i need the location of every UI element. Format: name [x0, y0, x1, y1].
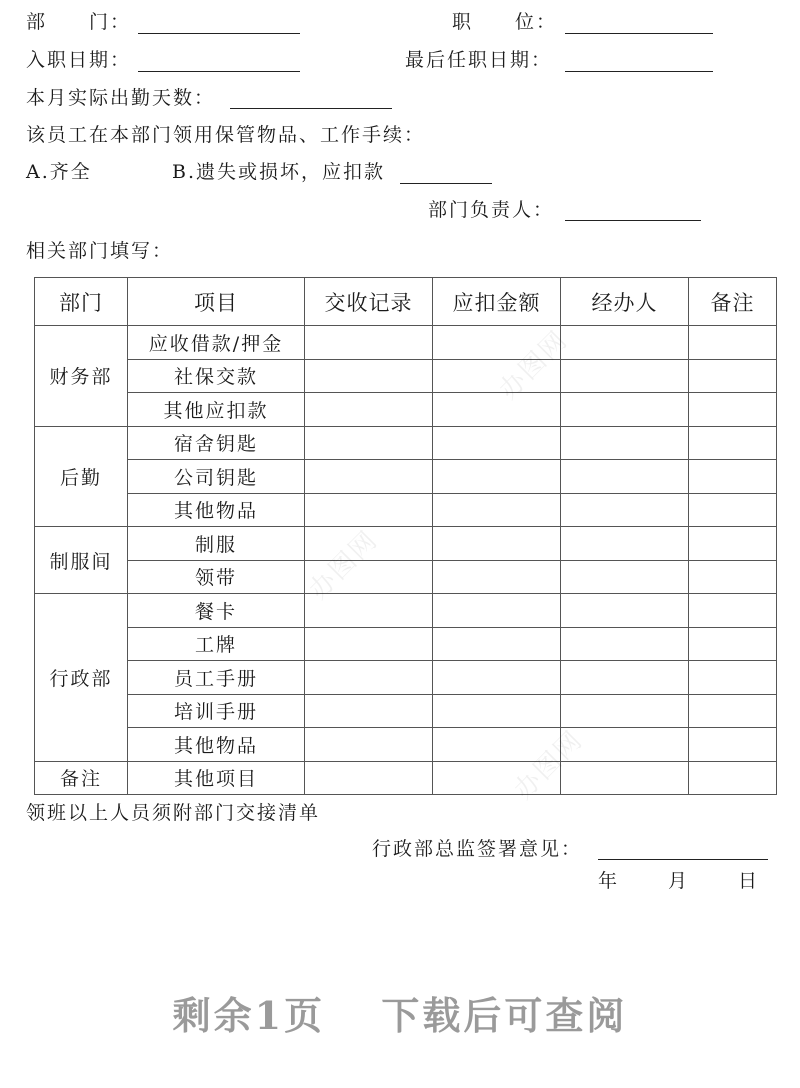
col-header: 应扣金额	[433, 278, 561, 326]
record-cell[interactable]	[305, 661, 433, 695]
table-row	[35, 661, 777, 695]
option-a: A.齐全	[26, 161, 92, 183]
item-cell: 其他应扣款	[128, 393, 305, 427]
remark-cell[interactable]	[689, 527, 777, 561]
table-row	[35, 761, 777, 795]
amount-cell[interactable]	[433, 560, 561, 594]
dept-label: 部 门：	[26, 11, 132, 33]
director-signature-field[interactable]	[598, 859, 768, 860]
table-row	[35, 560, 777, 594]
remaining-pages-text: 剩余1页	[172, 993, 326, 1038]
watermark-text: 办图网	[303, 524, 385, 606]
item-cell: 员工手册	[128, 661, 305, 695]
amount-cell[interactable]	[433, 326, 561, 360]
table-row	[35, 694, 777, 728]
related-depts-label: 相关部门填写：	[26, 240, 174, 262]
dept-head-field[interactable]	[565, 220, 701, 221]
remark-cell[interactable]	[689, 594, 777, 628]
dept-cell: 备注	[35, 761, 128, 795]
item-cell: 应收借款/押金	[128, 326, 305, 360]
table-row	[35, 627, 777, 661]
item-cell: 领带	[128, 560, 305, 594]
handler-cell[interactable]	[561, 728, 689, 762]
amount-cell[interactable]	[433, 426, 561, 460]
date-day: 日	[738, 870, 760, 892]
download-banner[interactable]	[0, 985, 800, 1040]
table-row	[35, 594, 777, 628]
last-day-field[interactable]	[565, 71, 713, 72]
record-cell[interactable]	[305, 393, 433, 427]
table-row	[35, 426, 777, 460]
download-to-view-text: 下载后可查阅	[381, 993, 628, 1038]
amount-cell[interactable]	[433, 527, 561, 561]
item-cell: 其他物品	[128, 493, 305, 527]
handler-cell[interactable]	[561, 661, 689, 695]
record-cell[interactable]	[305, 426, 433, 460]
dept-head-label: 部门负责人：	[428, 199, 555, 221]
amount-cell[interactable]	[433, 594, 561, 628]
amount-cell[interactable]	[433, 627, 561, 661]
last-day-label: 最后任职日期：	[405, 49, 553, 71]
remark-cell[interactable]	[689, 661, 777, 695]
handover-table	[34, 277, 777, 795]
handler-cell[interactable]	[561, 761, 689, 795]
join-date-field[interactable]	[138, 71, 300, 72]
remark-cell[interactable]	[689, 761, 777, 795]
table-row	[35, 493, 777, 527]
col-header: 交收记录	[305, 278, 433, 326]
table-row	[35, 460, 777, 494]
join-date-label: 入职日期：	[26, 49, 132, 71]
item-cell: 其他项目	[128, 761, 305, 795]
table-row	[35, 527, 777, 561]
remark-cell[interactable]	[689, 359, 777, 393]
table-row	[35, 393, 777, 427]
dept-cell: 制服间	[35, 527, 128, 594]
remark-cell[interactable]	[689, 426, 777, 460]
attendance-label: 本月实际出勤天数：	[26, 87, 216, 109]
attendance-field[interactable]	[230, 108, 392, 109]
handover-note: 领班以上人员须附部门交接清单	[26, 802, 321, 824]
handler-cell[interactable]	[561, 594, 689, 628]
amount-cell[interactable]	[433, 694, 561, 728]
record-cell[interactable]	[305, 359, 433, 393]
handler-cell[interactable]	[561, 426, 689, 460]
remark-cell[interactable]	[689, 627, 777, 661]
date-year: 年	[598, 870, 620, 892]
handler-cell[interactable]	[561, 393, 689, 427]
record-cell[interactable]	[305, 594, 433, 628]
item-cell: 制服	[128, 527, 305, 561]
col-header: 部门	[35, 278, 128, 326]
position-field[interactable]	[565, 33, 713, 34]
col-header: 项目	[128, 278, 305, 326]
col-header: 经办人	[561, 278, 689, 326]
dept-cell: 行政部	[35, 594, 128, 762]
handler-cell[interactable]	[561, 694, 689, 728]
remark-cell[interactable]	[689, 493, 777, 527]
amount-cell[interactable]	[433, 661, 561, 695]
remark-cell[interactable]	[689, 560, 777, 594]
col-header: 备注	[689, 278, 777, 326]
handler-cell[interactable]	[561, 560, 689, 594]
handler-cell[interactable]	[561, 326, 689, 360]
remark-cell[interactable]	[689, 694, 777, 728]
item-cell: 餐卡	[128, 594, 305, 628]
table-row	[35, 326, 777, 360]
amount-cell[interactable]	[433, 393, 561, 427]
deduction-field[interactable]	[400, 183, 492, 184]
remark-cell[interactable]	[689, 460, 777, 494]
amount-cell[interactable]	[433, 761, 561, 795]
dept-cell: 后勤	[35, 426, 128, 527]
watermark-text: 办图网	[493, 324, 575, 406]
handler-cell[interactable]	[561, 460, 689, 494]
remark-cell[interactable]	[689, 393, 777, 427]
date-month: 月	[668, 870, 690, 892]
items-statement: 该员工在本部门领用保管物品、工作手续：	[26, 124, 426, 146]
record-cell[interactable]	[305, 460, 433, 494]
amount-cell[interactable]	[433, 728, 561, 762]
table-row	[35, 728, 777, 762]
handler-cell[interactable]	[561, 493, 689, 527]
amount-cell[interactable]	[433, 460, 561, 494]
record-cell[interactable]	[305, 527, 433, 561]
item-cell: 公司钥匙	[128, 460, 305, 494]
table-header-row	[35, 278, 777, 326]
item-cell: 其他物品	[128, 728, 305, 762]
handler-cell[interactable]	[561, 627, 689, 661]
dept-field[interactable]	[138, 33, 300, 34]
item-cell: 工牌	[128, 627, 305, 661]
remark-cell[interactable]	[689, 728, 777, 762]
record-cell[interactable]	[305, 627, 433, 661]
record-cell[interactable]	[305, 728, 433, 762]
amount-cell[interactable]	[433, 493, 561, 527]
handler-cell[interactable]	[561, 359, 689, 393]
item-cell: 宿舍钥匙	[128, 426, 305, 460]
handler-cell[interactable]	[561, 527, 689, 561]
director-label: 行政部总监签署意见：	[372, 838, 583, 860]
remark-cell[interactable]	[689, 326, 777, 360]
record-cell[interactable]	[305, 493, 433, 527]
position-label: 职 位：	[452, 11, 558, 33]
record-cell[interactable]	[305, 694, 433, 728]
option-b: B.遗失或损坏，应扣款	[172, 161, 386, 183]
amount-cell[interactable]	[433, 359, 561, 393]
dept-cell: 财务部	[35, 326, 128, 427]
record-cell[interactable]	[305, 761, 433, 795]
record-cell[interactable]	[305, 326, 433, 360]
table-row	[35, 359, 777, 393]
item-cell: 社保交款	[128, 359, 305, 393]
watermark-text: 办图网	[508, 724, 590, 806]
record-cell[interactable]	[305, 560, 433, 594]
item-cell: 培训手册	[128, 694, 305, 728]
